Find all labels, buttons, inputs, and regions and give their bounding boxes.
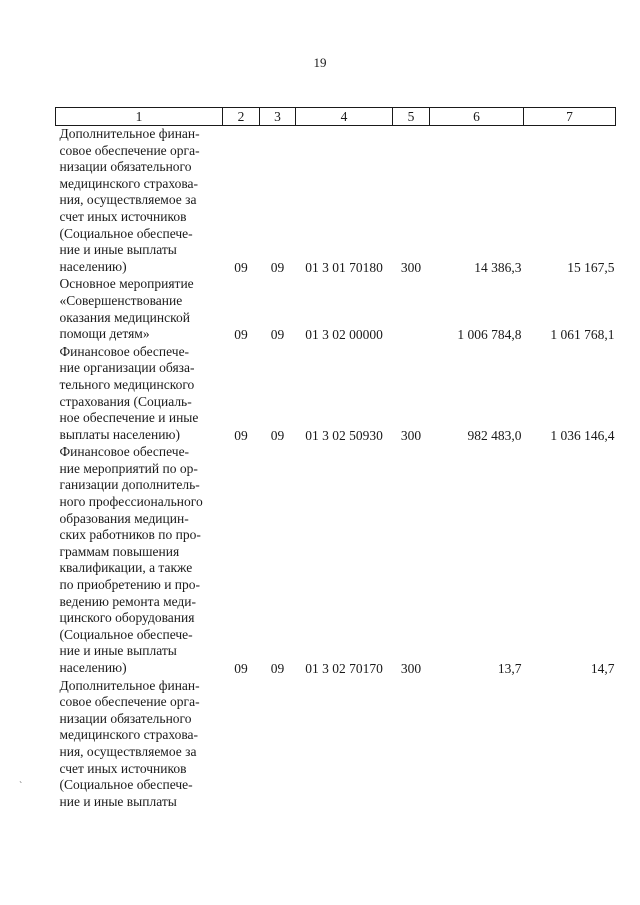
column-header-subsection: 3 — [260, 108, 296, 126]
target-article-cell: 01 3 02 00000 — [305, 327, 383, 343]
row-name-line: «Совершенствование — [59, 292, 183, 308]
expense-type-cell — [393, 276, 430, 343]
row-name-line: Финансовое обеспече- — [59, 343, 190, 359]
row-name-line: совое обеспечение орга- — [59, 142, 200, 158]
row-name-line: (Социальное обеспече- — [59, 225, 193, 241]
row-name-line: граммам повышения — [59, 543, 180, 559]
amount-year2-cell — [524, 678, 616, 812]
row-name-cell — [56, 444, 223, 677]
amount-year1-cell: 14 386,3 — [474, 259, 522, 275]
row-name-line: выплаты населению) — [59, 426, 181, 442]
section-cell: 09 — [234, 661, 248, 676]
row-name-line: (Социальное обеспече- — [59, 777, 193, 793]
row-name-line: счет иных источников — [59, 760, 187, 776]
row-name-line: ного профессионального — [59, 494, 203, 510]
target-article-cell: 01 3 01 70180 — [305, 259, 383, 275]
row-name-line: образования медицин- — [59, 510, 189, 526]
expense-type-cell: 300 — [400, 427, 422, 443]
row-name-line: медицинского страхова- — [59, 175, 199, 191]
row-name-line: счет иных источников — [59, 208, 187, 224]
target-article-cell — [296, 678, 393, 812]
expense-type-cell — [393, 678, 430, 812]
column-header-section: 2 — [223, 108, 260, 126]
row-name-cell — [56, 126, 223, 277]
table-row — [56, 276, 616, 343]
row-name-line: Дополнительное финан- — [59, 126, 200, 141]
row-name-line: тельного медицинского — [59, 376, 195, 392]
column-header-amount-year2: 7 — [524, 108, 616, 126]
table-row — [56, 444, 616, 677]
column-header-target-article: 4 — [296, 108, 393, 126]
row-name-line: ганизации дополнитель- — [59, 477, 200, 493]
amount-year1-cell: 13,7 — [497, 661, 522, 676]
subsection-cell — [260, 678, 296, 812]
row-name-line: Финансовое обеспече- — [59, 444, 190, 460]
row-name-line: ния, осуществляемое за — [59, 192, 197, 208]
row-name-line: медицинского страхова- — [59, 727, 199, 743]
row-name-cell — [56, 276, 223, 343]
row-name-cell — [56, 678, 223, 812]
section-cell — [223, 678, 260, 812]
column-header-name: 1 — [56, 108, 223, 126]
target-article-cell: 01 3 02 50930 — [305, 427, 383, 443]
row-name-line: ведению ремонта меди- — [59, 593, 197, 609]
table-row — [56, 344, 616, 445]
expense-type-cell: 300 — [400, 259, 422, 275]
row-name-line: Основное мероприятие — [59, 276, 194, 292]
amount-year2-cell: 14,7 — [590, 661, 615, 676]
amount-year1-cell: 1 006 784,8 — [457, 327, 522, 343]
table-body — [56, 126, 616, 812]
row-name-line: совое обеспечение орга- — [59, 694, 200, 710]
column-header-amount-year1: 6 — [430, 108, 524, 126]
page-number: 19 — [313, 55, 327, 70]
stray-mark: ` — [19, 781, 23, 792]
row-name-line: (Социальное обеспече- — [59, 626, 193, 642]
row-name-line: ние и иные выплаты — [59, 793, 177, 809]
row-name-line: ние мероприятий по ор- — [59, 460, 198, 476]
row-name-line: страхования (Социаль- — [59, 393, 192, 409]
row-name-line: ние и иные выплаты — [59, 643, 177, 659]
row-name-line: ских работников по про- — [59, 527, 201, 543]
amount-year1-cell — [430, 678, 524, 812]
row-name-line: Дополнительное финан- — [59, 677, 200, 693]
target-article-cell: 01 3 02 70170 — [305, 661, 383, 676]
subsection-cell: 09 — [270, 661, 285, 676]
amount-year2-cell: 15 167,5 — [567, 259, 615, 275]
row-name-line: цинского оборудования — [59, 610, 195, 626]
section-cell: 09 — [234, 427, 248, 443]
row-name-line: ния, осуществляемое за — [59, 743, 197, 759]
row-name-line: населению) — [59, 258, 127, 274]
table-row — [56, 126, 616, 277]
subsection-cell: 09 — [270, 259, 285, 275]
row-name-line: ное обеспечение и иные — [59, 410, 199, 426]
row-name-line: квалификации, а также — [59, 560, 193, 576]
row-name-line: ние и иные выплаты — [59, 242, 177, 258]
table-row — [56, 678, 616, 812]
amount-year1-cell: 982 483,0 — [467, 427, 522, 443]
row-name-line: помощи детям» — [59, 326, 150, 342]
budget-table — [55, 107, 616, 811]
row-name-line: ние организации обяза- — [59, 360, 195, 376]
row-name-line: низации обязательного — [59, 159, 192, 175]
column-header-expense-type: 5 — [393, 108, 430, 126]
table-header-row — [56, 108, 616, 126]
section-cell: 09 — [234, 259, 248, 275]
subsection-cell: 09 — [270, 327, 285, 343]
amount-year2-cell: 1 061 768,1 — [550, 327, 615, 343]
row-name-line: по приобретению и про- — [59, 577, 201, 593]
expense-type-cell: 300 — [400, 661, 422, 676]
row-name-line: населению) — [59, 660, 127, 675]
row-name-line: низации обязательного — [59, 710, 192, 726]
section-cell: 09 — [234, 327, 248, 343]
amount-year2-cell: 1 036 146,4 — [550, 427, 615, 443]
row-name-line: оказания медицинской — [59, 309, 190, 325]
row-name-cell — [56, 344, 223, 445]
subsection-cell: 09 — [270, 427, 285, 443]
